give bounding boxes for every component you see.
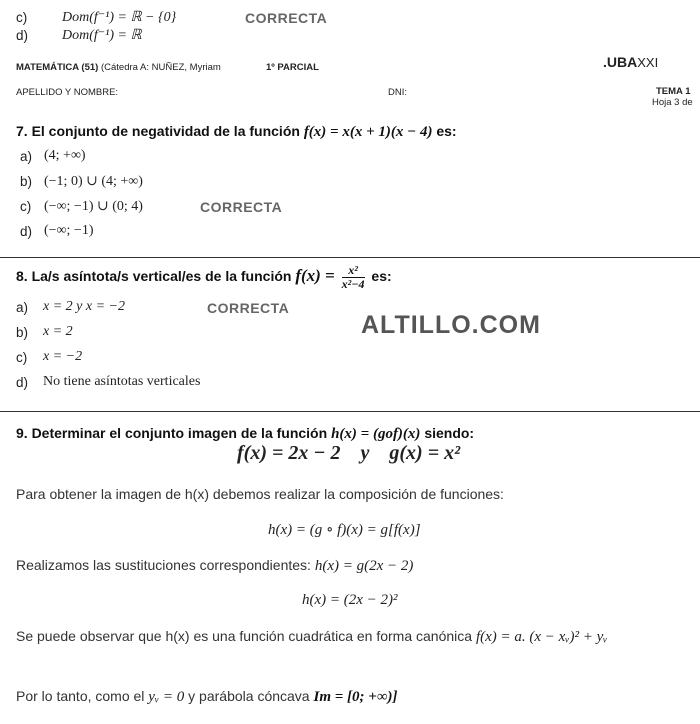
hoja-label: Hoja 3 de (652, 97, 693, 108)
option-c-top (16, 10, 27, 25)
question-9-formula: h(x) = (gof)(x) (331, 426, 421, 442)
option-letter: b) (16, 325, 29, 340)
question-7-prefix: 7. El conjunto de negatividad de la función (16, 123, 300, 139)
question-8 (16, 264, 392, 290)
option-text: (−∞; −1) (44, 223, 94, 238)
correct-mark: CORRECTA (207, 300, 290, 316)
option-letter: b) (20, 174, 33, 189)
divider (0, 411, 700, 412)
option-text: x = −2 (43, 349, 83, 364)
question-7-suffix: es: (436, 123, 457, 139)
fraction-denominator: x²−4 (341, 276, 365, 291)
question-7 (16, 123, 457, 141)
option-text: x = 2 y x = −2 (43, 299, 125, 314)
correct-mark: CORRECTA (200, 199, 283, 215)
vertex-formula: yᵥ = 0 (148, 689, 185, 705)
explanation-line (16, 557, 413, 575)
canonical-formula: f(x) = a. (x − xᵥ)² + yᵥ (475, 629, 608, 645)
subject-label: MATEMÁTICA (51) (16, 62, 99, 73)
tema-label: TEMA 1 (656, 86, 691, 97)
conclusion-text: Por lo tanto, como el (16, 688, 145, 704)
option-text: (−1; 0) ∪ (4; +∞) (44, 174, 143, 189)
conclusion-text: y parábola cóncava (188, 688, 310, 704)
exam-name: 1º PARCIAL (266, 62, 319, 73)
composition-equation: h(x) = (g ∘ f)(x) = g[f(x)] (268, 522, 421, 538)
logo-suffix: XXI (637, 55, 659, 70)
divider (0, 257, 700, 258)
logo-main: .UBA (603, 54, 638, 70)
given-functions: f(x) = 2x − 2 y g(x) = x² (237, 442, 461, 464)
conclusion-line (16, 688, 398, 706)
question-7-formula: f(x) = x(x + 1)(x − 4) (303, 124, 433, 140)
explanation-text: Se puede observar que h(x) es una función cuadrática en forma canónica (16, 628, 473, 644)
option-text: (−∞; −1) ∪ (0; 4) (44, 199, 143, 214)
explanation-line (16, 628, 608, 646)
option-letter: a) (20, 149, 33, 164)
question-8-suffix: es: (371, 267, 392, 284)
option-letter: c) (16, 350, 28, 365)
catedra-label: (Cátedra A: NUÑEZ, Myriam (100, 62, 221, 73)
option-text: x = 2 (43, 324, 73, 339)
question-9-suffix: siendo: (424, 425, 475, 441)
dni-label: DNI: (388, 87, 407, 98)
question-9-prefix: 9. Determinar el conjunto imagen de la función (16, 425, 328, 441)
option-text: (4; +∞) (44, 148, 86, 163)
substitution-formula: h(x) = g(2x − 2) (314, 558, 414, 574)
exam-header (16, 62, 221, 73)
option-letter: d) (16, 28, 29, 43)
explanation-text: Realizamos las sustituciones correspondientes: (16, 557, 311, 573)
option-formula: Dom(f⁻¹) = ℝ (62, 28, 142, 43)
squared-equation: h(x) = (2x − 2)² (302, 592, 398, 608)
option-letter: c) (16, 10, 28, 25)
uba-logo (603, 54, 658, 70)
fraction-numerator: x² (342, 264, 365, 278)
option-text: No tiene asíntotas verticales (43, 374, 201, 389)
question-8-lhs: f(x) = (295, 265, 335, 285)
option-letter: c) (20, 199, 32, 214)
option-letter: d) (16, 375, 29, 390)
option-formula: Dom(f⁻¹) = ℝ − {0} (62, 10, 177, 25)
option-letter: d) (20, 224, 33, 239)
option-d-top (16, 28, 28, 43)
image-result: Im = [0; +∞)] (313, 689, 398, 705)
question-8-prefix: 8. La/s asíntota/s vertical/es de la función (16, 267, 292, 284)
explanation-line: Para obtener la imagen de h(x) debemos realizar la composición de funciones: (16, 486, 504, 502)
name-label: APELLIDO Y NOMBRE: (16, 87, 119, 98)
question-8-fraction (342, 264, 365, 290)
option-letter: a) (16, 300, 29, 315)
correct-mark: CORRECTA (245, 10, 328, 26)
question-9 (16, 425, 474, 443)
watermark: ALTILLO.COM (361, 311, 541, 339)
